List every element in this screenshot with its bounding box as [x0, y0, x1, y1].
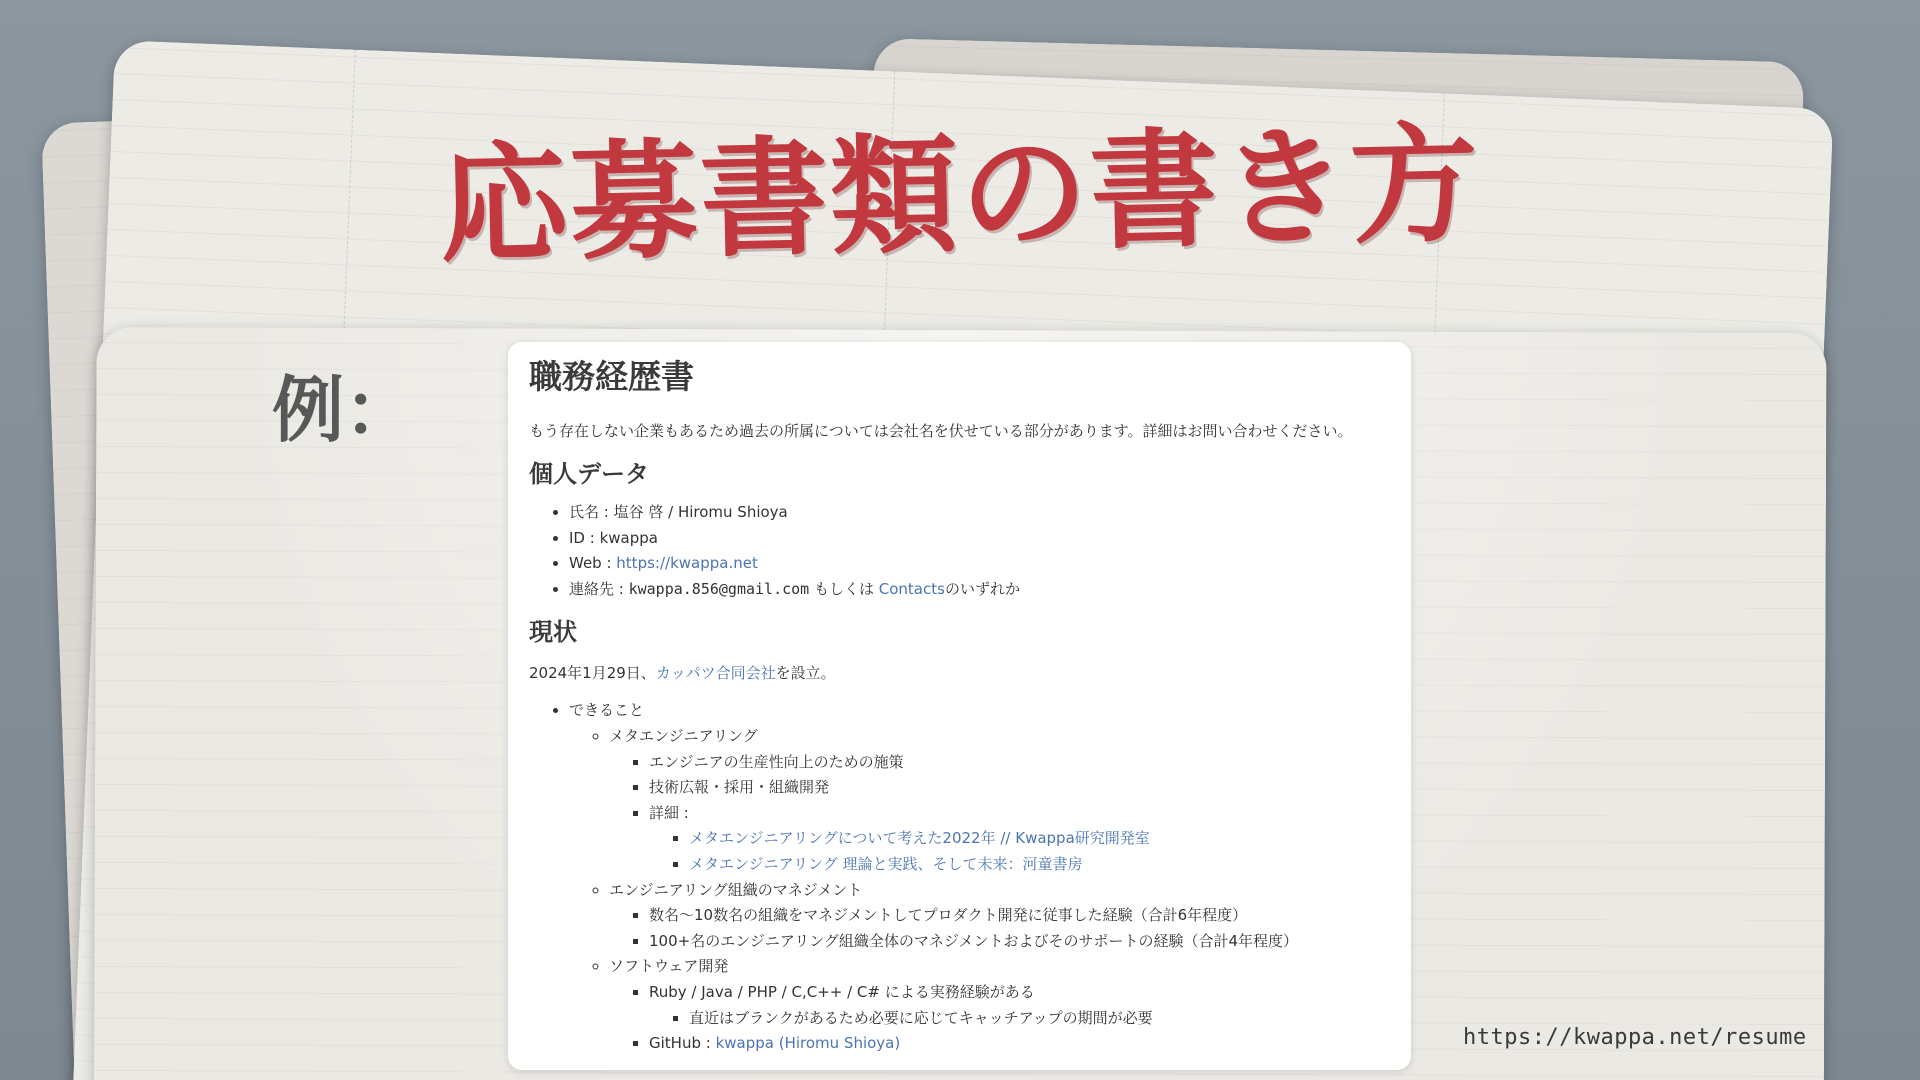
list-item	[569, 526, 1391, 552]
personal-heading: 個人データ	[529, 460, 649, 488]
languages-text: Ruby / Java / PHP / C,C++ / C# による実務経験がある	[649, 982, 1035, 1001]
resume-heading: 職務経歴書	[529, 357, 694, 396]
skill-group-label: ソフトウェア開発	[609, 957, 729, 976]
skill-group-label: エンジニアリング組織のマネジメント	[609, 880, 863, 899]
resume-document	[508, 342, 1411, 1070]
details-label: 詳細 :	[649, 803, 689, 822]
web-link[interactable]: https://kwappa.net	[616, 554, 758, 573]
notice-text: もう存在しない企業もあるため過去の所属については会社名を伏せている部分があります。詳細はお問い合わせください。	[529, 422, 1353, 440]
list-item	[569, 577, 1391, 603]
list-item	[649, 1031, 1391, 1057]
list-item	[569, 500, 1391, 526]
status-text	[529, 662, 1391, 684]
skill-items	[609, 750, 1391, 878]
skill-groups	[569, 724, 1391, 1057]
skill-items	[609, 903, 1391, 954]
list-item	[569, 551, 1391, 577]
github-label: GitHub :	[649, 1034, 716, 1053]
list-item: ▪ 数名〜10数名の組織をマネジメントしてプロダクト開発に従事した経験（合計6年程度）	[649, 903, 1391, 929]
footer-url: https://kwappa.net/resume	[1463, 1025, 1807, 1050]
status-heading: 現状	[529, 618, 577, 647]
contact-label: 連絡先 :	[569, 579, 629, 598]
id-label: ID :	[569, 528, 600, 547]
example-label: 例：	[272, 367, 417, 452]
contacts-link[interactable]: Contacts	[878, 579, 945, 598]
name-label: 氏名 :	[569, 503, 614, 521]
sub-items	[649, 1006, 1391, 1032]
web-label: Web :	[569, 554, 617, 573]
list-item	[649, 980, 1391, 1031]
meta-engineering-book-link[interactable]: メタエンジニアリング 理論と実践、そして未来：河童書房	[689, 854, 1083, 873]
list-item	[689, 852, 1391, 878]
status-date-prefix: 2024年1月29日、	[529, 664, 656, 683]
list-item	[609, 878, 1391, 955]
list-item: ▪ 技術広報・採用・組織開発	[649, 775, 1391, 801]
list-item: ▪ 100+名のエンジニアリング組織全体のマネジメントおよびそのサポートの経験（合計4年程度）	[649, 929, 1391, 955]
meta-engineering-2022-link[interactable]: メタエンジニアリングについて考えた2022年 // Kwappa研究開発室	[689, 829, 1150, 848]
skills-list	[529, 698, 1391, 1056]
contact-suffix: のいずれか	[944, 579, 1020, 598]
skill-items	[609, 980, 1391, 1057]
contact-email: kwappa.856@gmail.com	[628, 579, 810, 598]
list-item: ▪ エンジニアの生産性向上のための施策	[649, 750, 1391, 776]
list-item	[649, 801, 1391, 878]
list-item	[609, 724, 1391, 878]
skill-group-label: メタエンジニアリング	[609, 726, 758, 745]
status-date-suffix: を設立。	[775, 664, 836, 683]
list-item	[569, 698, 1391, 1056]
github-link[interactable]: kwappa (Hiromu Shioya)	[715, 1034, 901, 1053]
name-value: 塩谷 啓 / Hiromu Shioya	[613, 503, 788, 521]
personal-list	[529, 500, 1391, 602]
list-item	[689, 826, 1391, 852]
slide-title: 応募書類の書き方	[438, 109, 1482, 282]
detail-links	[649, 826, 1391, 877]
list-item	[609, 954, 1391, 1056]
company-link[interactable]: カッパツ合同会社	[655, 664, 776, 683]
can-do-label: できること	[569, 701, 645, 720]
id-value: kwappa	[599, 528, 658, 547]
list-item: ▪ 直近はブランクがあるため必要に応じてキャッチアップの期間が必要	[689, 1006, 1391, 1032]
contact-or: もしくは	[809, 579, 879, 598]
